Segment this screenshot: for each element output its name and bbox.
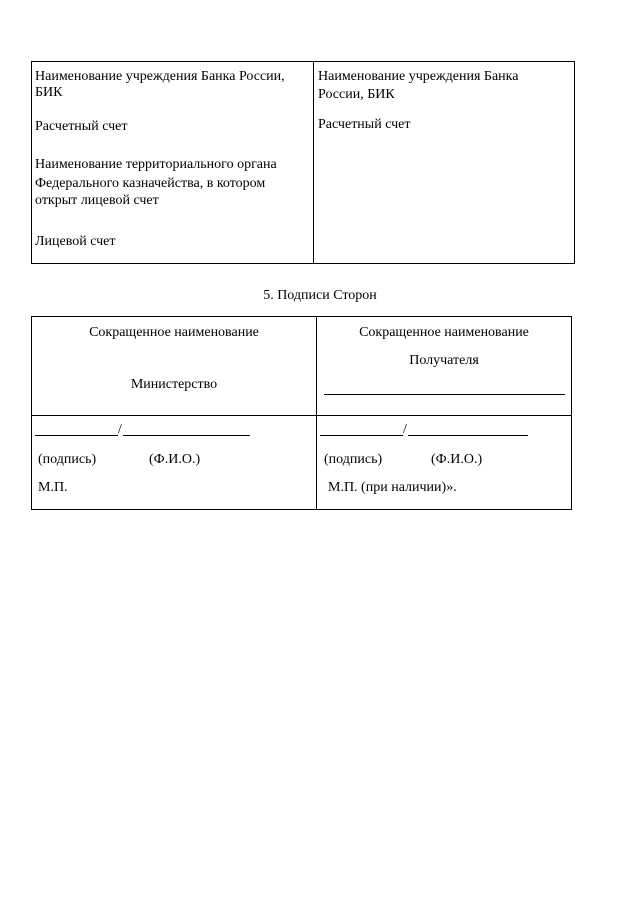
left-short-name-label: Сокращенное наименование <box>89 325 259 340</box>
right-account-label: Расчетный счет <box>318 117 411 132</box>
row-divider <box>32 415 571 416</box>
right-stamp-label: М.П. (при наличии)». <box>328 480 457 495</box>
left-fio-line <box>123 435 250 436</box>
right-signature-line <box>320 435 403 436</box>
left-party-name: Министерство <box>130 377 218 392</box>
left-fio-caption: (Ф.И.О.) <box>149 452 201 467</box>
right-fio-caption: (Ф.И.О.) <box>431 452 483 467</box>
right-fio-line <box>408 435 528 436</box>
right-bank-name-line1: Наименование учреждения Банка <box>318 69 519 84</box>
left-stamp-label: М.П. <box>38 480 68 495</box>
column-divider <box>313 62 314 263</box>
left-signature-line <box>35 435 118 436</box>
signatures-table <box>31 316 572 510</box>
left-treasury-line1: Наименование территориального органа <box>35 157 277 172</box>
right-bank-name-line2: России, БИК <box>318 87 395 102</box>
left-bank-name-line2: БИК <box>35 85 63 100</box>
left-slash: / <box>118 422 122 437</box>
right-short-name-label: Сокращенное наименование <box>359 325 529 340</box>
left-personal-account-label: Лицевой счет <box>35 234 116 249</box>
bank-details-table <box>31 61 575 264</box>
left-signature-caption: (подпись) <box>38 452 97 467</box>
left-bank-name-line1: Наименование учреждения Банка России, <box>35 69 285 84</box>
section-title: 5. Подписи Сторон <box>263 288 377 303</box>
left-account-label: Расчетный счет <box>35 119 128 134</box>
column-divider <box>316 317 317 509</box>
right-party-name-line <box>324 394 565 395</box>
right-party-name: Получателя <box>409 353 479 368</box>
right-slash: / <box>403 422 407 437</box>
right-signature-caption: (подпись) <box>324 452 383 467</box>
left-treasury-line2: Федерального казначейства, в котором <box>35 176 266 191</box>
left-treasury-line3: открыт лицевой счет <box>35 193 159 208</box>
